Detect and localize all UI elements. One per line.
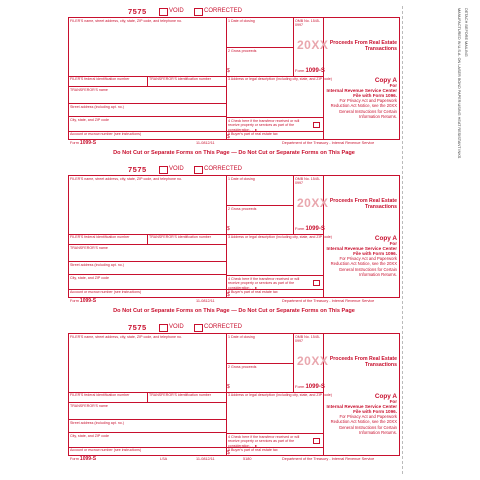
copy-a-privacy: For Privacy Act and Paperwork Reduction Act Notice, see the 20XX General Instructions for Certain Information Returns. [330, 256, 397, 277]
form-header [68, 6, 400, 16]
city-state-zip-label: City, state, and ZIP code [70, 118, 110, 122]
tax-year: 20XX [297, 196, 329, 210]
box3-address-label: 3 Address or legal description (including city, state, and ZIP code) [228, 235, 332, 239]
footer-rev-date: 11-0812/11 [196, 456, 215, 461]
account-number-label: Account or escrow number (see instructions) [70, 132, 142, 136]
box2-gross-proceeds-label: 2 Gross proceeds [228, 207, 257, 211]
corrected-label: CORRECTED [204, 7, 243, 14]
perforation-line [402, 6, 403, 474]
dollar-sign: $ [227, 68, 230, 74]
box5-buyers-tax-label: 5 Buyer's part of real estate tax [228, 132, 278, 136]
corrected-checkbox[interactable] [194, 166, 203, 174]
form-header [68, 164, 400, 174]
footer-form-label: Form [70, 141, 79, 145]
form-grid [68, 175, 400, 297]
city-state-zip-label: City, state, and ZIP code [70, 434, 110, 438]
form-footer [68, 298, 400, 304]
box4-checkbox[interactable] [313, 280, 320, 286]
corrected-label: CORRECTED [204, 323, 243, 330]
corrected-label: CORRECTED [204, 165, 243, 172]
copy-a-irs: Internal Revenue Service Center [326, 88, 397, 94]
void-checkbox[interactable] [159, 166, 168, 174]
form-sheet [68, 6, 400, 476]
form-stock-number: 7575 [128, 323, 147, 332]
footer-form-name: 1099-S [79, 456, 97, 462]
omb-number: OMB No. 1545-0997 [295, 19, 320, 28]
void-checkbox[interactable] [159, 324, 168, 332]
copy-a-title: Copy A [374, 77, 397, 84]
box5-buyers-tax-label: 5 Buyer's part of real estate tax [228, 448, 278, 452]
copy-a-file: File with Form 1096. [353, 251, 397, 257]
footer-department: Department of the Treasury - Internal Revenue Service [282, 298, 375, 303]
street-address-label: Street address (including apt. no.) [70, 421, 124, 425]
street-address-label: Street address (including apt. no.) [70, 263, 124, 267]
footer-department: Department of the Treasury - Internal Revenue Service [282, 140, 375, 145]
form-grid [68, 17, 400, 139]
dollar-sign: $ [227, 450, 230, 456]
do-not-cut-notice: Do Not Cut or Separate Forms on This Page — Do Not Cut or Separate Forms on This Page [113, 308, 355, 314]
form-1099s-copy-a [68, 322, 400, 462]
transferor-tin-label: TRANSFEROR'S identification number [149, 393, 212, 397]
form-footer [68, 456, 400, 462]
form-label: Form [295, 384, 305, 389]
box2-gross-proceeds-label: 2 Gross proceeds [228, 365, 257, 369]
footer-rev-date: 11-0812/11 [196, 140, 215, 145]
transferor-tin-label: TRANSFEROR'S identification number [149, 77, 212, 81]
form-1099s-copy-a [68, 6, 400, 146]
box4-checkbox[interactable] [313, 438, 320, 444]
form-title: Proceeds From Real Estate Transactions [329, 356, 397, 368]
copy-a-privacy: For Privacy Act and Paperwork Reduction Act Notice, see the 20XX General Instructions for Certain Information Returns. [330, 414, 397, 435]
tax-year: 20XX [297, 38, 329, 52]
filer-tin-label: FILER'S federal identification number [70, 235, 130, 239]
form-1099s-copy-a [68, 164, 400, 304]
dollar-sign: $ [227, 134, 230, 140]
form-header [68, 322, 400, 332]
transferor-name-label: TRANSFEROR'S name [70, 404, 108, 408]
box4-checkbox[interactable] [313, 122, 320, 128]
form-label: Form [295, 226, 305, 231]
void-label: VOID [169, 165, 184, 172]
city-state-zip-label: City, state, and ZIP code [70, 276, 110, 280]
copy-a-title: Copy A [374, 235, 397, 242]
omb-number: OMB No. 1545-0997 [295, 335, 320, 344]
copy-a-for: For [389, 83, 397, 89]
copy-a-irs: Internal Revenue Service Center [326, 246, 397, 252]
box1-date-of-closing-label: 1 Date of closing [228, 177, 255, 181]
form-name: 1099-S [305, 226, 325, 232]
box1-date-of-closing-label: 1 Date of closing [228, 19, 255, 23]
omb-number: OMB No. 1545-0997 [295, 177, 320, 186]
box5-buyers-tax-label: 5 Buyer's part of real estate tax [228, 290, 278, 294]
side-text-detach: DETACH BEFORE MAILING [464, 8, 468, 57]
form-name: 1099-S [305, 384, 325, 390]
form-name: 1099-S [305, 68, 325, 74]
footer-cat-no: 5180 [243, 456, 252, 461]
transferor-name-label: TRANSFEROR'S name [70, 246, 108, 250]
copy-a-title: Copy A [374, 393, 397, 400]
box3-address-label: 3 Address or legal description (including city, state, and ZIP code) [228, 393, 332, 397]
footer-form-label: Form [70, 457, 79, 461]
filer-info-label: FILER'S name, street address, city, state, ZIP code, and telephone no. [70, 335, 183, 339]
box4-consideration-label: 4 Check here if the transferor received or will receive property or services as part of the consideration . . ► [228, 277, 300, 290]
filer-info-label: FILER'S name, street address, city, state, ZIP code, and telephone no. [70, 19, 183, 23]
corrected-checkbox[interactable] [194, 324, 203, 332]
copy-a-block [325, 394, 397, 435]
copy-a-block [325, 78, 397, 119]
form-title: Proceeds From Real Estate Transactions [329, 198, 397, 210]
box4-consideration-label: 4 Check here if the transferor received or will receive property or services as part of the consideration . . ► [228, 435, 300, 448]
form-footer [68, 140, 400, 146]
transferor-tin-label: TRANSFEROR'S identification number [149, 235, 212, 239]
void-checkbox[interactable] [159, 8, 168, 16]
filer-tin-label: FILER'S federal identification number [70, 393, 130, 397]
copy-a-file: File with Form 1096. [353, 93, 397, 99]
copy-a-block [325, 236, 397, 277]
account-number-label: Account or escrow number (see instructions) [70, 448, 142, 452]
footer-form-label: Form [70, 299, 79, 303]
dollar-sign: $ [227, 226, 230, 232]
void-label: VOID [169, 7, 184, 14]
account-number-label: Account or escrow number (see instructions) [70, 290, 142, 294]
box1-date-of-closing-label: 1 Date of closing [228, 335, 255, 339]
transferor-name-label: TRANSFEROR'S name [70, 88, 108, 92]
footer-form-name: 1099-S [79, 140, 97, 146]
footer-department: Department of the Treasury - Internal Revenue Service [282, 456, 375, 461]
form-label: Form [295, 68, 305, 73]
void-label: VOID [169, 323, 184, 330]
tax-year: 20XX [297, 354, 329, 368]
copy-a-irs: Internal Revenue Service Center [326, 404, 397, 410]
copy-a-file: File with Form 1096. [353, 409, 397, 415]
filer-info-label: FILER'S name, street address, city, state, ZIP code, and telephone no. [70, 177, 183, 181]
form-grid [68, 333, 400, 455]
filer-tin-label: FILER'S federal identification number [70, 77, 130, 81]
do-not-cut-notice: Do Not Cut or Separate Forms on This Page — Do Not Cut or Separate Forms on This Page [113, 150, 355, 156]
form-stock-number: 7575 [128, 7, 147, 16]
dollar-sign: $ [227, 384, 230, 390]
form-title: Proceeds From Real Estate Transactions [329, 40, 397, 52]
copy-a-for: For [389, 241, 397, 247]
box3-address-label: 3 Address or legal description (including city, state, and ZIP code) [228, 77, 332, 81]
dollar-sign: $ [227, 292, 230, 298]
copy-a-for: For [389, 399, 397, 405]
footer-rev-date: 11-0812/11 [196, 298, 215, 303]
copy-a-privacy: For Privacy Act and Paperwork Reduction Act Notice, see the 20XX General Instructions for Certain Information Returns. [330, 98, 397, 119]
footer-lsa: LSA [160, 456, 168, 461]
street-address-label: Street address (including apt. no.) [70, 105, 124, 109]
form-stock-number: 7575 [128, 165, 147, 174]
box4-consideration-label: 4 Check here if the transferor received or will receive property or services as part of the consideration . . ► [228, 119, 300, 132]
corrected-checkbox[interactable] [194, 8, 203, 16]
side-text-manufactured: MANUFACTURED IN U.S.A. ON LASER BOND PAPER USING HEAT RESISTANT INKS [457, 8, 461, 159]
footer-form-name: 1099-S [79, 298, 97, 304]
box2-gross-proceeds-label: 2 Gross proceeds [228, 49, 257, 53]
